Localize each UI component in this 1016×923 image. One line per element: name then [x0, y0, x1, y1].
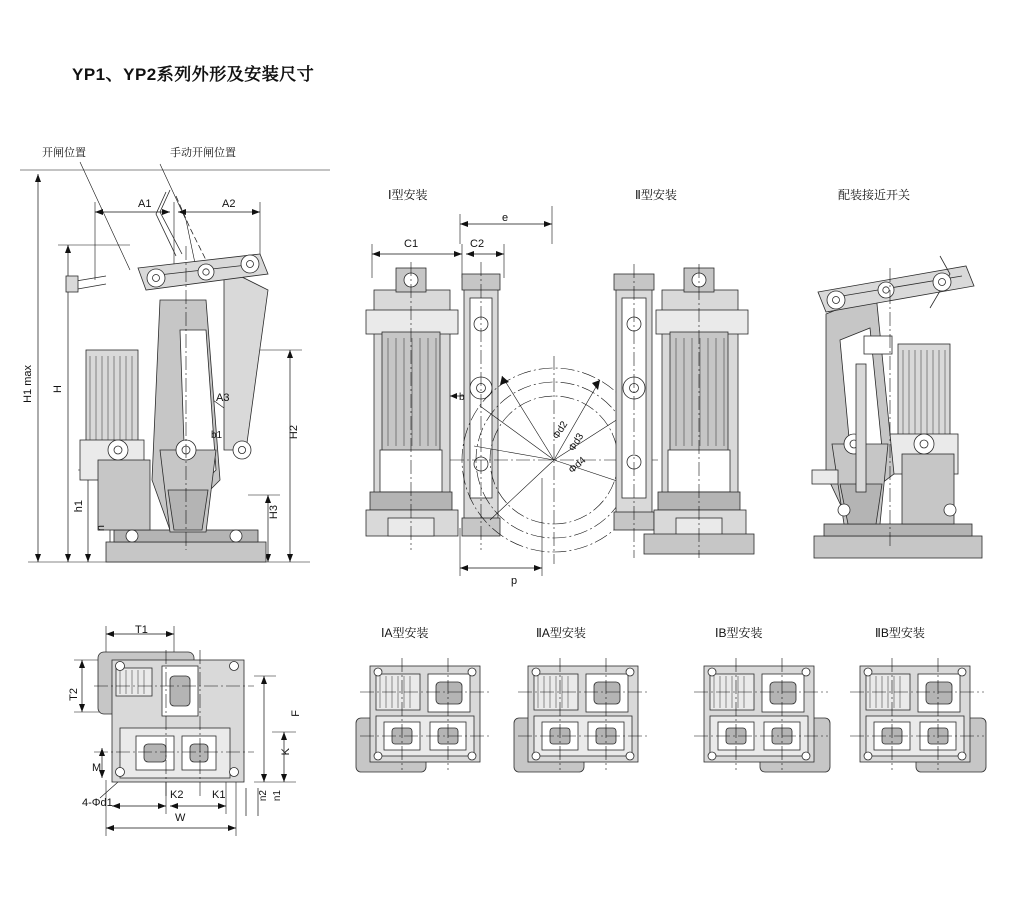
caption-IA: ⅠA型安装 — [381, 626, 429, 640]
caption-view-prox: 配装接近开关 — [838, 188, 911, 202]
dim-phi-d2: Φd2 — [550, 419, 571, 442]
caption-IIB: ⅡB型安装 — [875, 626, 925, 640]
dim-b: b — [459, 392, 465, 403]
dim-n1: n1 — [272, 790, 283, 802]
base-plan-view — [58, 620, 318, 870]
dim-h1: h1 — [73, 500, 85, 513]
dim-p: p — [511, 575, 518, 587]
view-prox-drawing — [790, 248, 1000, 578]
dim-K: K — [280, 748, 292, 756]
caption-IB: ⅠB型安装 — [715, 626, 763, 640]
page-title: YP1、YP2系列外形及安装尺寸 — [72, 65, 315, 84]
dim-H3: H3 — [268, 505, 280, 520]
dim-n2: n2 — [258, 790, 269, 802]
plan-IIA-drawing — [510, 652, 660, 792]
dim-C1: C1 — [404, 238, 419, 250]
callout-open-position: 开闸位置 — [42, 147, 86, 159]
plan-IB-drawing — [686, 652, 836, 792]
plan-IIB-drawing — [842, 652, 992, 792]
dim-H2: H2 — [288, 425, 300, 440]
dim-H1max: H1 max — [22, 365, 34, 403]
dim-n: n — [95, 525, 107, 532]
dim-T1: T1 — [135, 624, 148, 636]
dim-phi-d4: Φd4 — [566, 455, 589, 476]
callout-manual-open-position: 手动开闸位置 — [170, 147, 236, 159]
dim-e-line — [452, 198, 592, 258]
dim-C2: C2 — [470, 238, 485, 250]
dim-4-phi-d1: 4-Φd1 — [82, 797, 113, 809]
caption-view-II: Ⅱ型安装 — [635, 188, 677, 202]
dim-A1: A1 — [138, 198, 152, 210]
dim-T2: T2 — [68, 688, 80, 701]
dim-K2: K2 — [170, 789, 184, 801]
dim-W: W — [175, 812, 186, 824]
caption-IIA: ⅡA型安装 — [536, 626, 586, 640]
dim-phi-d3: Φd3 — [566, 431, 587, 454]
dim-A2: A2 — [222, 198, 236, 210]
dim-A3: A3 — [216, 392, 230, 404]
dim-M: M — [92, 762, 102, 774]
view-II-drawing — [600, 262, 770, 592]
plan-IA-drawing — [352, 652, 502, 792]
dim-H: H — [52, 385, 64, 393]
dim-b1: b1 — [211, 430, 223, 441]
dim-e: e — [502, 212, 509, 224]
caption-view-I: Ⅰ型安装 — [388, 188, 428, 202]
dim-F: F — [290, 710, 302, 717]
main-elevation-view — [10, 150, 370, 630]
dim-K1: K1 — [212, 789, 226, 801]
